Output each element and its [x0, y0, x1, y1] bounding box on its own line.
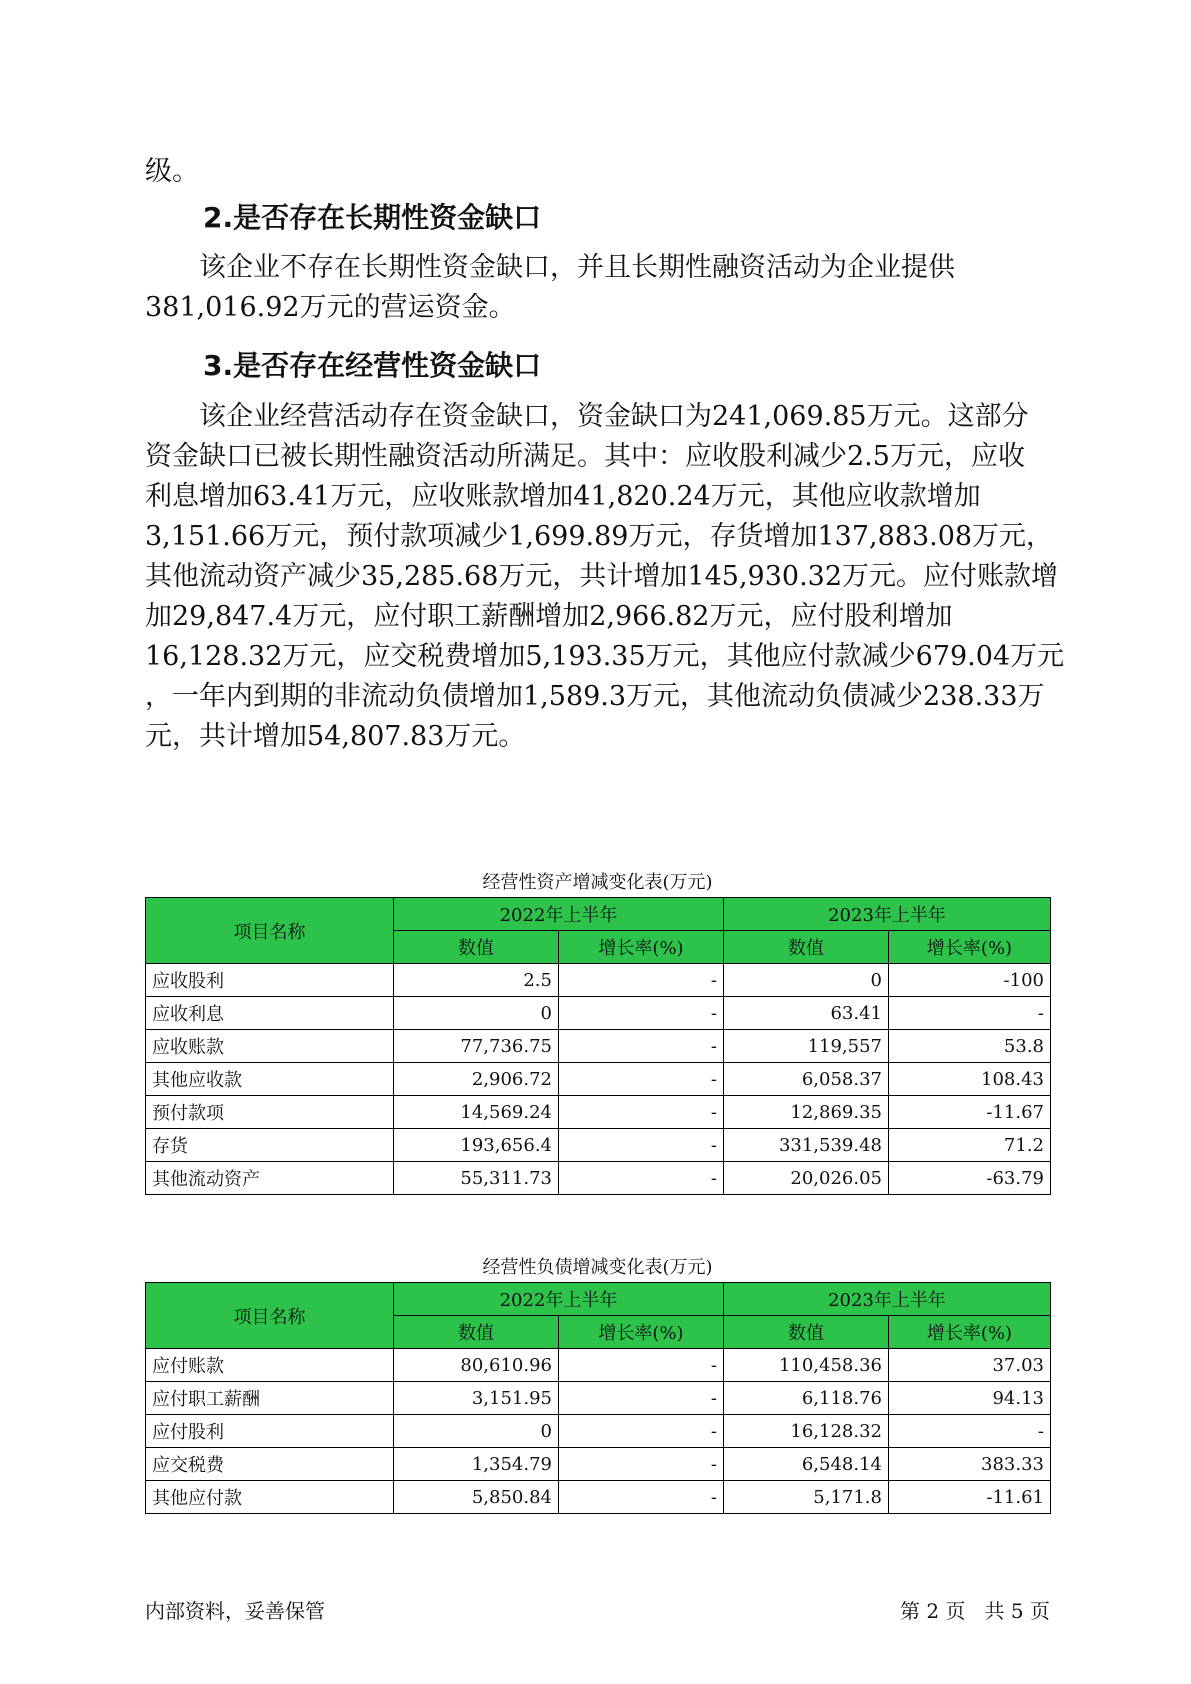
- row-value-cell: -: [559, 1162, 724, 1195]
- table-row: [146, 1162, 1051, 1195]
- header-item-name: 项目名称: [146, 898, 394, 964]
- table-row: [146, 1448, 1051, 1481]
- row-value-cell: -: [889, 997, 1051, 1030]
- row-value-cell: -: [559, 1129, 724, 1162]
- row-value-cell: 193,656.4: [394, 1129, 559, 1162]
- row-value-cell: 5,850.84: [394, 1481, 559, 1514]
- row-value-cell: 71.2: [889, 1129, 1051, 1162]
- row-value-cell: -100: [889, 964, 1051, 997]
- row-value-cell: 119,557: [724, 1030, 889, 1063]
- header-period-2022: 2022年上半年: [394, 1283, 724, 1316]
- row-value-cell: 0: [724, 964, 889, 997]
- row-value-cell: 0: [394, 1415, 559, 1448]
- row-value-cell: 2,906.72: [394, 1063, 559, 1096]
- row-value-cell: 6,548.14: [724, 1448, 889, 1481]
- row-item-name: 应交税费: [146, 1448, 394, 1481]
- header-period-2022: 2022年上半年: [394, 898, 724, 931]
- header-growth: 增长率(%): [889, 1316, 1051, 1349]
- header-value: 数值: [394, 1316, 559, 1349]
- footer-confidential-note: 内部资料，妥善保管: [145, 1599, 325, 1623]
- liabilities-table: [145, 1282, 1051, 1514]
- row-value-cell: 80,610.96: [394, 1349, 559, 1382]
- assets-table-body: [146, 964, 1051, 1195]
- row-value-cell: -: [559, 1448, 724, 1481]
- section2-paragraph: [145, 248, 1050, 328]
- table-row: [146, 1096, 1051, 1129]
- assets-table: [145, 897, 1051, 1195]
- liabilities-table-caption: 经营性负债增减变化表(万元): [482, 1257, 713, 1278]
- row-value-cell: -: [559, 1030, 724, 1063]
- section3-heading: 3.是否存在经营性资金缺口: [203, 349, 542, 382]
- row-value-cell: -: [559, 1349, 724, 1382]
- table-row: [146, 1481, 1051, 1514]
- row-value-cell: -: [559, 1415, 724, 1448]
- row-value-cell: 53.8: [889, 1030, 1051, 1063]
- row-value-cell: 383.33: [889, 1448, 1051, 1481]
- row-value-cell: 108.43: [889, 1063, 1051, 1096]
- row-value-cell: 331,539.48: [724, 1129, 889, 1162]
- row-value-cell: 37.03: [889, 1349, 1051, 1382]
- row-value-cell: -: [889, 1415, 1051, 1448]
- header-growth: 增长率(%): [559, 1316, 724, 1349]
- row-value-cell: 55,311.73: [394, 1162, 559, 1195]
- assets-table-caption: 经营性资产增减变化表(万元): [482, 872, 713, 893]
- table-row: [146, 1030, 1051, 1063]
- row-value-cell: -11.61: [889, 1481, 1051, 1514]
- footer-page-number: 第 2 页 共 5 页: [900, 1599, 1050, 1623]
- header-value: 数值: [724, 931, 889, 964]
- row-value-cell: 77,736.75: [394, 1030, 559, 1063]
- section3-line: 3,151.66万元，预付款项减少1,699.89万元，存货增加137,883.08万元，: [145, 521, 1054, 552]
- row-value-cell: 14,569.24: [394, 1096, 559, 1129]
- row-item-name: 应付账款: [146, 1349, 394, 1382]
- row-value-cell: 5,171.8: [724, 1481, 889, 1514]
- section2-line: 该企业不存在长期性资金缺口，并且长期性融资活动为企业提供: [199, 252, 955, 283]
- row-value-cell: -: [559, 1382, 724, 1415]
- header-period-2023: 2023年上半年: [724, 898, 1051, 931]
- table-row: [146, 964, 1051, 997]
- row-value-cell: 3,151.95: [394, 1382, 559, 1415]
- section3-line: 加29,847.4万元，应付职工薪酬增加2,966.82万元，应付股利增加: [145, 601, 953, 632]
- table-row: [146, 1349, 1051, 1382]
- header-period-2023: 2023年上半年: [724, 1283, 1051, 1316]
- section3-line: 资金缺口已被长期性融资活动所满足。其中：应收股利减少2.5万元，应收: [145, 441, 1025, 472]
- liabilities-table-body: [146, 1349, 1051, 1514]
- header-item-name: 项目名称: [146, 1283, 394, 1349]
- header-value: 数值: [724, 1316, 889, 1349]
- row-value-cell: -: [559, 1481, 724, 1514]
- section3-line: 该企业经营活动存在资金缺口，资金缺口为241,069.85万元。这部分: [199, 401, 1029, 432]
- row-value-cell: 63.41: [724, 997, 889, 1030]
- table-row: [146, 1415, 1051, 1448]
- table-row: [146, 1129, 1051, 1162]
- row-value-cell: 16,128.32: [724, 1415, 889, 1448]
- header-growth: 增长率(%): [559, 931, 724, 964]
- row-value-cell: -: [559, 964, 724, 997]
- row-item-name: 其他流动资产: [146, 1162, 394, 1195]
- section2-heading: 2.是否存在长期性资金缺口: [203, 201, 542, 234]
- header-growth: 增长率(%): [889, 931, 1051, 964]
- section3-paragraph: [145, 397, 1065, 757]
- row-value-cell: -11.67: [889, 1096, 1051, 1129]
- row-value-cell: -63.79: [889, 1162, 1051, 1195]
- header-value: 数值: [394, 931, 559, 964]
- section3-line: 利息增加63.41万元，应收账款增加41,820.24万元，其他应收款增加: [145, 481, 981, 512]
- section3-line: 其他流动资产减少35,285.68万元，共计增加145,930.32万元。应付账款增: [145, 561, 1059, 592]
- row-value-cell: 94.13: [889, 1382, 1051, 1415]
- row-value-cell: 20,026.05: [724, 1162, 889, 1195]
- row-item-name: 其他应付款: [146, 1481, 394, 1514]
- row-item-name: 其他应收款: [146, 1063, 394, 1096]
- section2-line: 381,016.92万元的营运资金。: [145, 292, 516, 323]
- table-row: [146, 997, 1051, 1030]
- row-item-name: 应付职工薪酬: [146, 1382, 394, 1415]
- row-value-cell: 6,058.37: [724, 1063, 889, 1096]
- row-item-name: 应收利息: [146, 997, 394, 1030]
- row-item-name: 预付款项: [146, 1096, 394, 1129]
- row-item-name: 存货: [146, 1129, 394, 1162]
- section3-line: 元，共计增加54,807.83万元。: [145, 721, 526, 752]
- section3-line: ，一年内到期的非流动负债增加1,589.3万元，其他流动负债减少238.33万: [145, 681, 1045, 712]
- row-value-cell: -: [559, 1096, 724, 1129]
- row-value-cell: 110,458.36: [724, 1349, 889, 1382]
- table-row: [146, 1063, 1051, 1096]
- row-value-cell: 12,869.35: [724, 1096, 889, 1129]
- row-value-cell: 0: [394, 997, 559, 1030]
- intro-tail: 级。: [145, 156, 199, 187]
- row-item-name: 应收账款: [146, 1030, 394, 1063]
- row-value-cell: 1,354.79: [394, 1448, 559, 1481]
- row-value-cell: 2.5: [394, 964, 559, 997]
- row-value-cell: -: [559, 1063, 724, 1096]
- section3-line: 16,128.32万元，应交税费增加5,193.35万元，其他应付款减少679.04万元: [145, 641, 1065, 672]
- row-item-name: 应收股利: [146, 964, 394, 997]
- row-item-name: 应付股利: [146, 1415, 394, 1448]
- table-row: [146, 1382, 1051, 1415]
- row-value-cell: -: [559, 997, 724, 1030]
- row-value-cell: 6,118.76: [724, 1382, 889, 1415]
